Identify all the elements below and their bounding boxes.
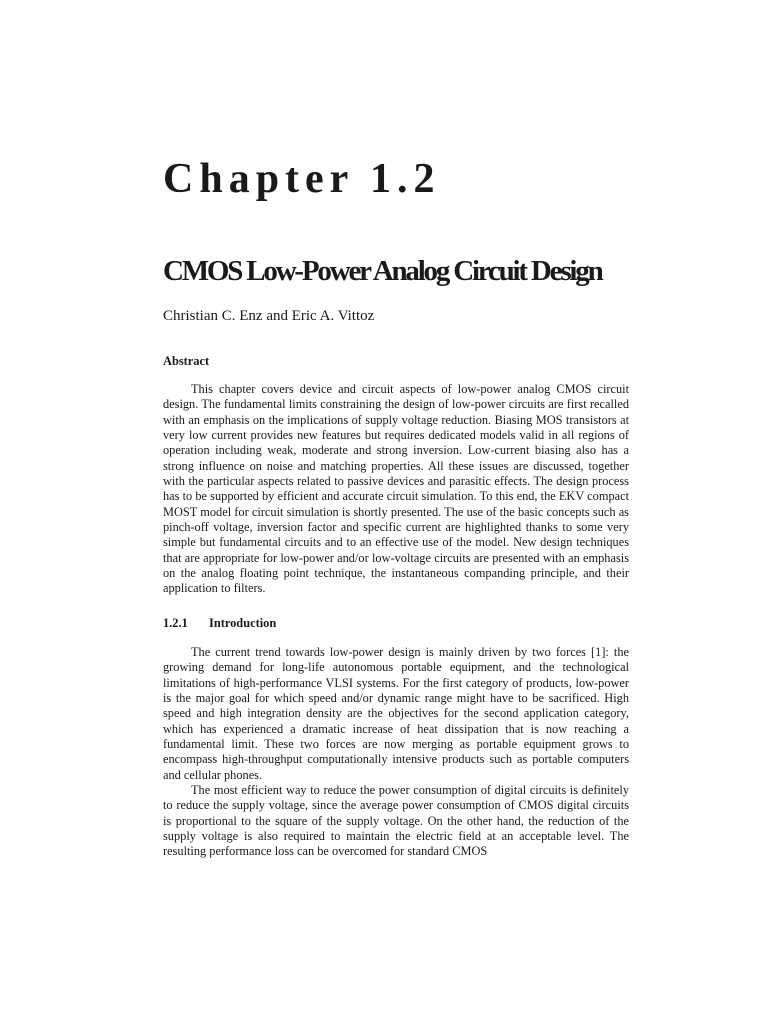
abstract-body <box>163 382 629 597</box>
introduction-body <box>163 645 629 860</box>
abstract-paragraph: This chapter covers device and circuit aspects of low-power analog CMOS circuit design. The fundamental limits constraining the design of low-power circuits are first recalled with an emphasis on the implications of supply voltage reduction. Biasing MOS transistors at very low current provides new features but requires dedicated models valid in all regions of operation including weak, moderate and strong inversion. Low-current biasing also has a strong influence on noise and matching properties. All these issues are discussed, together with the particular aspects related to passive devices and parasitic effects. The design process has to be supported by efficient and accurate circuit simulation. To this end, the EKV compact MOST model for circuit simulation is shortly presented. The use of the basic concepts such as pinch-off voltage, inversion factor and specific current are highlighted thanks to some very simple but fundamental circuits and to an effective use of the model. New design techniques that are appropriate for low-power and/or low-voltage circuits are presented with an emphasis on the analog floating point technique, the instantaneous companding principle, and their application to filters. <box>163 382 629 596</box>
chapter-title: CMOS Low-Power Analog Circuit Design <box>163 255 602 287</box>
authors: Christian C. Enz and Eric A. Vittoz <box>163 308 375 324</box>
introduction-paragraph: The current trend towards low-power design is mainly driven by two forces [1]: the growing demand for long-life autonomous portable equipment, and the technological limitations of high-performance VLSI systems. For the first category of products, low-power is the major goal for which speed and/or dynamic range might have to be sacrificed. High speed and high integration density are the objectives for the second application category, which has experienced a dramatic increase of heat dissipation that is now reaching a fundamental limit. These two forces are now merging as portable equipment grows to encompass high-throughput computationally intensive products such as portable computers and cellular phones. <box>163 645 629 782</box>
abstract-heading: Abstract <box>163 354 210 368</box>
chapter-heading: Chapter 1.2 <box>163 156 441 202</box>
introduction-paragraph: The most efficient way to reduce the power consumption of digital circuits is definitely to reduce the supply voltage, since the average power consumption of CMOS digital circuits is proportional to the square of the supply voltage. On the other hand, the reduction of the supply voltage is also required to maintain the electric field at an acceptable level. The resulting performance loss can be overcomed for standard CMOS <box>163 783 629 859</box>
section-number: 1.2.1 <box>163 616 188 630</box>
section-title: Introduction <box>209 616 277 630</box>
section-heading <box>163 616 276 631</box>
document-page <box>163 0 629 1024</box>
